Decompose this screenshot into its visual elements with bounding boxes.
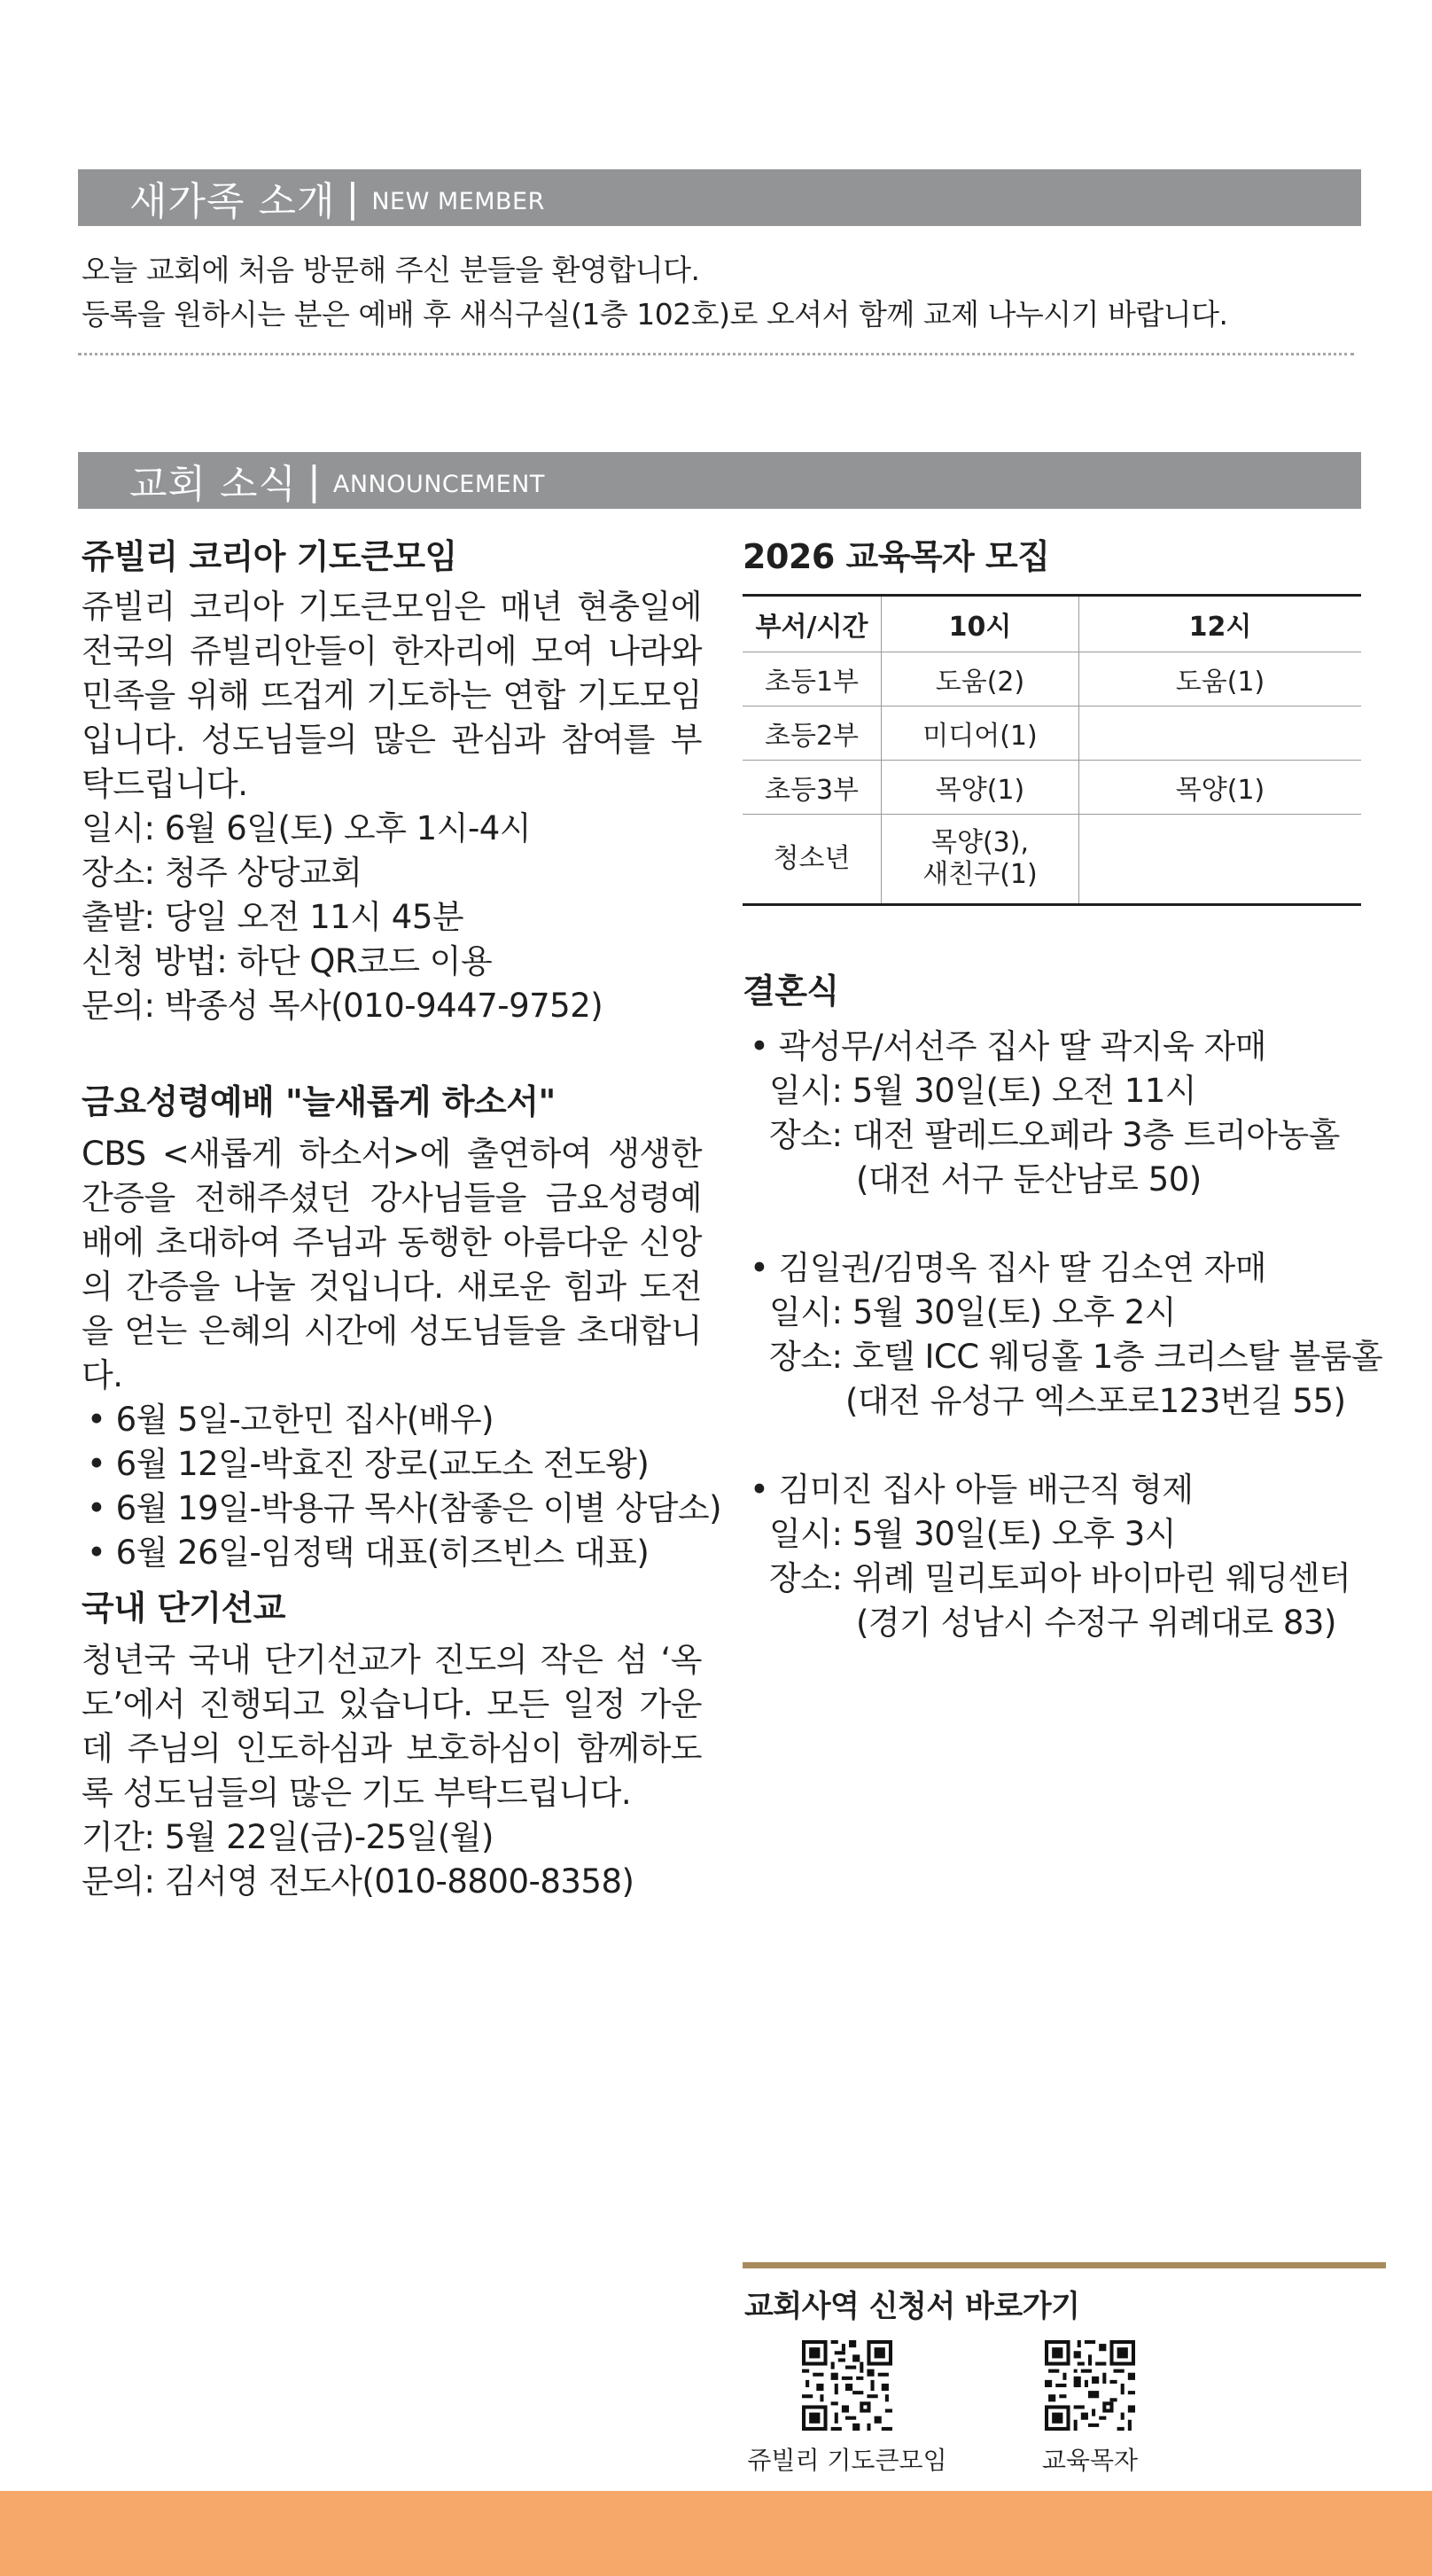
list-item: • 6월 19일-박용규 목사(참좋은 이별 상담소) <box>87 1489 722 1527</box>
new-member-title: 새가족 소개 <box>129 179 336 224</box>
list-item: • 6월 5일-고한민 집사(배우) <box>87 1401 494 1439</box>
table-cell: 목양(1) <box>882 761 1079 815</box>
new-member-intro <box>82 248 1227 337</box>
table-row <box>743 706 1361 761</box>
table-cell <box>1079 815 1362 905</box>
mission-details <box>82 1815 702 1904</box>
footer-bar <box>0 2491 1432 2576</box>
intro-line: 등록을 원하시는 분은 예배 후 새식구실(1층 102호)로 오셔서 함께 교제 나누시기 바랍니다. <box>82 297 1228 332</box>
wedding-date: 일시: 5월 30일(토) 오후 2시 <box>769 1293 1176 1331</box>
wedding-date: 일시: 5월 30일(토) 오전 11시 <box>769 1072 1197 1110</box>
wedding-section <box>743 964 1382 1645</box>
announcement-title: 교회 소식 <box>129 462 298 507</box>
table-cell: 목양(1) <box>1079 761 1362 815</box>
new-member-header <box>78 169 1361 226</box>
announcement-title-en: ANNOUNCEMENT <box>332 470 545 498</box>
table-cell: 도움(2) <box>882 652 1079 706</box>
qr-label: 쥬빌리 기도큰모임 <box>747 2446 947 2475</box>
header-separator: | <box>346 175 360 221</box>
list-item: • 6월 12일-박효진 장로(교도소 전도왕) <box>87 1445 650 1483</box>
table-row <box>743 761 1361 815</box>
education-table <box>743 594 1361 906</box>
mission-heading: 국내 단기선교 <box>82 1589 285 1628</box>
new-member-title-en: NEW MEMBER <box>371 187 545 215</box>
mission-section <box>82 1581 702 1904</box>
wedding-place: 장소: 대전 팔레드오페라 3층 트리아농홀 <box>769 1116 1340 1154</box>
wedding-entry <box>743 1468 1382 1645</box>
jubilee-details <box>82 807 702 1028</box>
dotted-divider <box>78 353 1354 355</box>
mission-contact: 문의: 김서영 전도사(010-8800-8358) <box>82 1862 634 1901</box>
wedding-date: 일시: 5월 30일(토) 오후 3시 <box>769 1515 1176 1553</box>
wedding-address: (대전 유성구 엑스포로123번길 55) <box>845 1382 1346 1420</box>
table-cell: 초등2부 <box>743 706 882 761</box>
qr-link-jubilee[interactable] <box>741 2340 953 2477</box>
qr-link-education[interactable] <box>984 2340 1196 2477</box>
jubilee-signup: 신청 방법: 하단 QR코드 이용 <box>82 942 493 980</box>
column-header: 부서/시간 <box>743 596 882 652</box>
table-cell: 미디어(1) <box>882 706 1079 761</box>
wedding-address: (경기 성남시 수정구 위례대로 83) <box>856 1604 1336 1642</box>
wedding-place: 장소: 호텔 ICC 웨딩홀 1층 크리스탈 볼룸홀 <box>769 1338 1383 1376</box>
jubilee-heading: 쥬빌리 코리아 기도큰모임 <box>82 537 457 576</box>
qr-code-icon <box>1045 2340 1135 2431</box>
wedding-heading: 결혼식 <box>743 972 839 1011</box>
wedding-couple: • 곽성무/서선주 집사 딸 곽지욱 자매 <box>750 1027 1266 1066</box>
table-cell: 목양(3), 새친구(1) <box>882 815 1079 905</box>
qr-label: 교육목자 <box>1041 2446 1139 2475</box>
mission-period: 기간: 5월 22일(금)-25일(월) <box>82 1818 494 1856</box>
friday-section <box>82 1074 722 1575</box>
jubilee-date: 일시: 6월 6일(토) 오후 1시-4시 <box>82 809 532 847</box>
jubilee-section <box>82 529 702 1028</box>
table-row <box>743 815 1361 905</box>
wedding-place: 장소: 위례 밀리토피아 바이마린 웨딩센터 <box>769 1559 1351 1597</box>
jubilee-place: 장소: 청주 상당교회 <box>82 854 362 892</box>
table-cell: 초등3부 <box>743 761 882 815</box>
education-heading: 2026 교육목자 모집 <box>743 537 1050 576</box>
table-cell: 초등1부 <box>743 652 882 706</box>
friday-body: CBS <새롭게 하소서>에 출연하여 생생한 간증을 전해주셨던 강사님들을 금요성령예배에 초대하여 주님과 동행한 아름다운 신앙의 간증을 나눌 것입니다. 새로운 힘과 도전을 얻는 은혜의 시간에 성도님들을 초대합니다. <box>82 1135 702 1394</box>
education-section <box>743 529 1361 906</box>
table-cell <box>1079 706 1362 761</box>
column-header: 12시 <box>1079 596 1362 652</box>
mission-body: 청년국 국내 단기선교가 진도의 작은 섬 ‘옥도’에서 진행되고 있습니다. 모든 일정 가운데 주님의 인도하심과 보호하심이 함께하도록 성도님들의 많은 기도 부탁드립니다. <box>82 1641 702 1812</box>
table-cell: 도움(1) <box>1079 652 1362 706</box>
table-header-row <box>743 596 1361 652</box>
list-item: • 6월 26일-임정택 대표(히즈빈스 대표) <box>87 1534 650 1572</box>
qr-code-icon <box>802 2340 892 2431</box>
column-header: 10시 <box>882 596 1079 652</box>
jubilee-body: 쥬빌리 코리아 기도큰모임은 매년 현충일에 전국의 쥬빌리안들이 한자리에 모여 나라와 민족을 위해 뜨겁게 기도하는 연합 기도모임입니다. 성도님들의 많은 관심과 참여를 부탁드립니다. <box>82 588 702 803</box>
wedding-entry <box>743 1246 1382 1424</box>
header-separator: | <box>307 457 321 503</box>
wedding-couple: • 김일권/김명옥 집사 딸 김소연 자매 <box>750 1249 1266 1287</box>
friday-heading: 금요성령예배 "늘새롭게 하소서" <box>82 1082 556 1121</box>
jubilee-departure: 출발: 당일 오전 11시 45분 <box>82 898 464 936</box>
table-row <box>743 652 1361 706</box>
wedding-address: (대전 서구 둔산남로 50) <box>856 1160 1202 1198</box>
wedding-couple: • 김미진 집사 아들 배근직 형제 <box>750 1471 1194 1509</box>
gold-divider <box>743 2262 1386 2268</box>
intro-line: 오늘 교회에 처음 방문해 주신 분들을 환영합니다. <box>82 253 700 287</box>
wedding-entry <box>743 1025 1382 1202</box>
qr-section-title: 교회사역 신청서 바로가기 <box>744 2289 1080 2324</box>
jubilee-contact: 문의: 박종성 목사(010-9447-9752) <box>82 987 603 1025</box>
announcement-header <box>78 452 1361 509</box>
table-cell: 청소년 <box>743 815 882 905</box>
friday-speakers <box>82 1398 722 1575</box>
